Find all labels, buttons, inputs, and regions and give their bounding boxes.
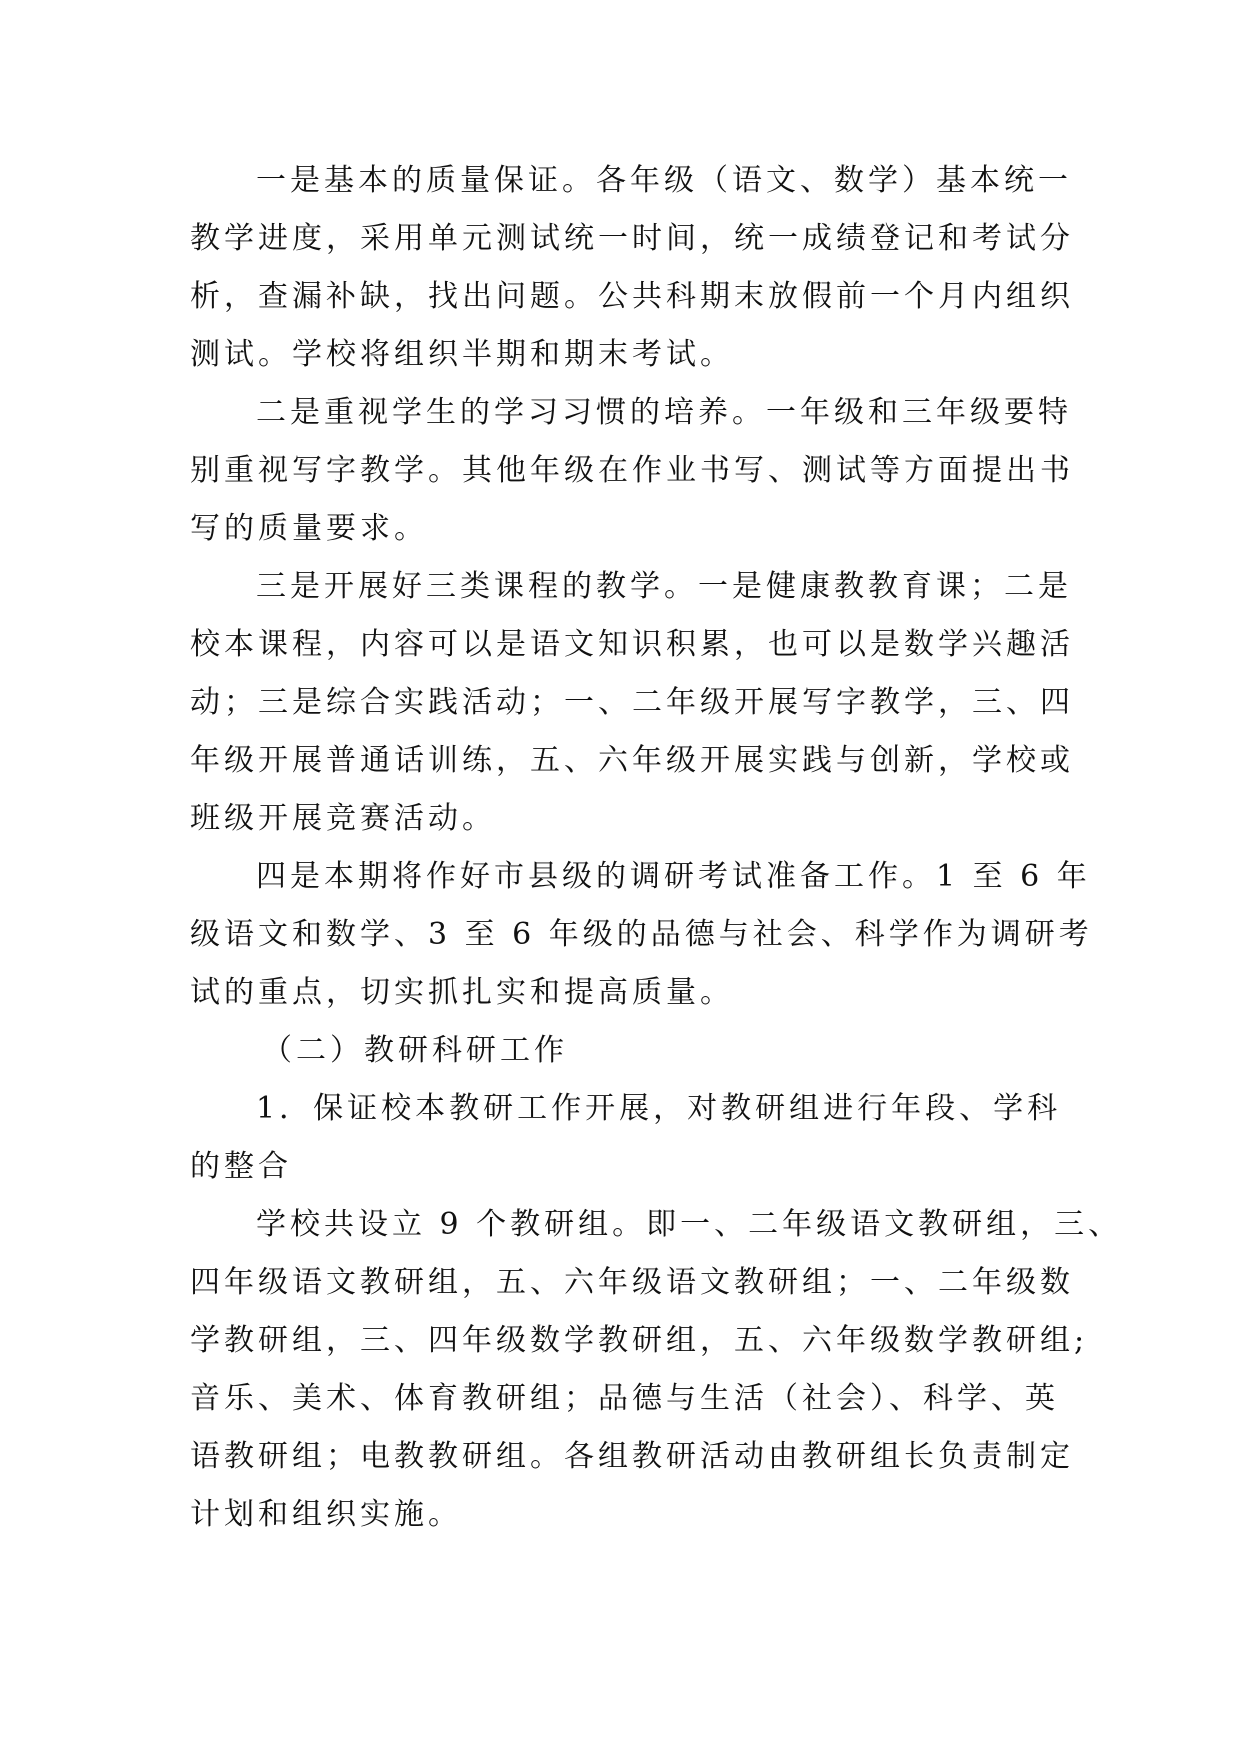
text-line: 的整合	[190, 1149, 292, 1184]
text-line: 别重视写字教学。其他年级在作业书写、测试等方面提出书	[190, 453, 1074, 488]
text-line: 三是开展好三类课程的教学。一是健康教教育课；二是	[256, 569, 1072, 604]
text-line: 级语文和数学、3 至 6 年级的品德与社会、科学作为调研考	[190, 917, 1093, 952]
paragraph-research-exam	[190, 848, 1093, 1022]
section-heading	[190, 1022, 1050, 1080]
text-line: 四年级语文教研组，五、六年级语文教研组；一、二年级数	[190, 1265, 1074, 1300]
paragraph-learning-habits	[190, 384, 1074, 558]
paragraph-item-1	[190, 1080, 1062, 1196]
document-body	[190, 152, 1123, 1544]
text-line: 写的质量要求。	[190, 511, 428, 546]
text-line: 音乐、美术、体育教研组；品德与生活（社会）、科学、英	[190, 1381, 1059, 1416]
text-line: 一是基本的质量保证。各年级（语文、数学）基本统一	[256, 163, 1072, 198]
text-line: 1．保证校本教研工作开展，对教研组进行年段、学科	[256, 1091, 1062, 1126]
text-line: 二是重视学生的学习习惯的培养。一年级和三年级要特	[256, 395, 1072, 430]
text-line: 测试。学校将组织半期和期末考试。	[190, 337, 734, 372]
text-line: 动；三是综合实践活动；一、二年级开展写字教学，三、四	[190, 685, 1074, 720]
text-line: 试的重点，切实抓扎实和提高质量。	[190, 975, 734, 1010]
paragraph-three-courses	[190, 558, 1074, 848]
text-line: 教学进度，采用单元测试统一时间，统一成绩登记和考试分	[190, 221, 1074, 256]
paragraph-research-groups	[190, 1196, 1123, 1544]
text-line: 析，查漏补缺，找出问题。公共科期末放假前一个月内组织	[190, 279, 1074, 314]
text-line: 语教研组；电教教研组。各组教研活动由教研组长负责制定	[190, 1439, 1074, 1474]
paragraph-quality-guarantee	[190, 152, 1074, 384]
text-line: 计划和组织实施。	[190, 1497, 462, 1532]
text-line: 四是本期将作好市县级的调研考试准备工作。1 至 6 年	[256, 859, 1091, 894]
text-line: 学教研组，三、四年级数学教研组，五、六年级数学教研组;	[190, 1323, 1089, 1358]
text-line: 学校共设立 9 个教研组。即一、二年级语文教研组，三、	[256, 1207, 1123, 1242]
section-title: （二）教研科研工作	[262, 1033, 568, 1068]
text-line: 年级开展普通话训练，五、六年级开展实践与创新，学校或	[190, 743, 1074, 778]
text-line: 校本课程，内容可以是语文知识积累，也可以是数学兴趣活	[190, 627, 1074, 662]
text-line: 班级开展竞赛活动。	[190, 801, 496, 836]
